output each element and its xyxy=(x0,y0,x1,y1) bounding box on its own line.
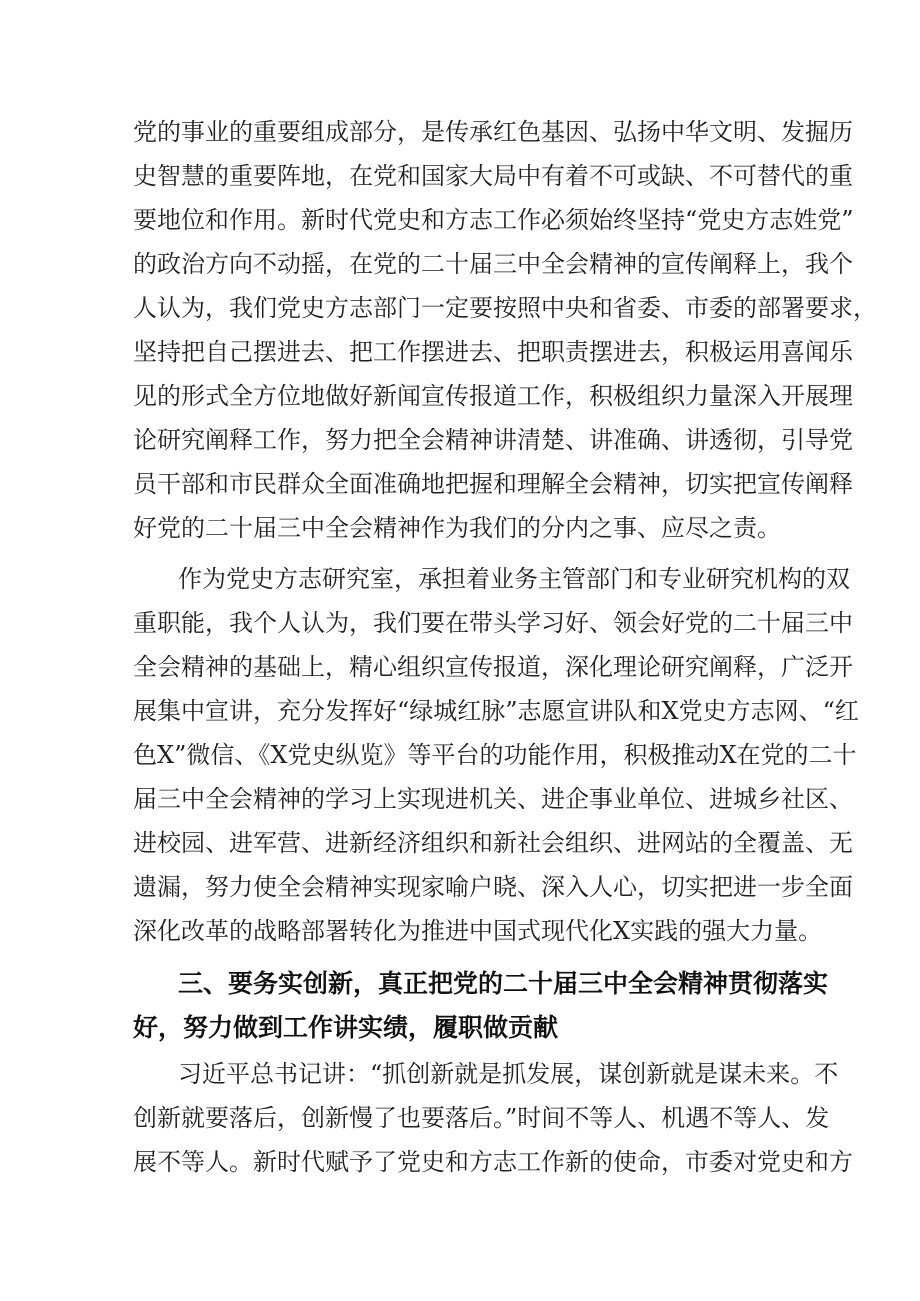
text-line: 员干部和市民群众全面准确地把握和理解全会精神，切实把宣传阐释 xyxy=(133,470,853,498)
text-line: 展集中宣讲，充分发挥好“绿城红脉”志愿宣讲队和X党史方志网、“红 xyxy=(133,697,859,725)
text-line: 深化改革的战略部署转化为推进中国式现代化X实践的强大力量。 xyxy=(133,917,823,945)
text-line: 党的事业的重要组成部分，是传承红色基因、弘扬中华文明、发掘历 xyxy=(133,118,853,146)
text-line: 要地位和作用。新时代党史和方志工作必须始终坚持“党史方志姓党” xyxy=(133,206,854,234)
text-line: 创新就要落后，创新慢了也要落后。”时间不等人、机遇不等人、发 xyxy=(133,1104,830,1132)
text-line: 见的形式全方位地做好新闻宣传报道工作，积极组织力量深入开展理 xyxy=(133,382,853,410)
text-line: 坚持把自己摆进去、把工作摆进去、把职责摆进去，积极运用喜闻乐 xyxy=(133,338,853,366)
text-line: 全会精神的基础上，精心组织宣传报道，深化理论研究阐释，广泛开 xyxy=(133,653,853,681)
heading-line: 好，努力做到工作讲实绩，履职做贡献 xyxy=(133,1013,559,1042)
text-line: 作为党史方志研究室，承担着业务主管部门和专业研究机构的双 xyxy=(178,565,850,593)
heading-line: 三、要务实创新，真正把党的二十届三中全会精神贯彻落实 xyxy=(178,969,829,998)
text-line: 色X”微信、《X党史纵览》等平台的功能作用，积极推动X在党的二十 xyxy=(133,741,857,769)
text-line: 展不等人。新时代赋予了党史和方志工作新的使命，市委对党史和方 xyxy=(133,1148,853,1176)
text-line: 进校园、进军营、进新经济组织和新社会组织、进网站的全覆盖、无 xyxy=(133,829,853,857)
text-line: 重职能，我个人认为，我们要在带头学习好、领会好党的二十届三中 xyxy=(133,609,853,637)
text-line: 的政治方向不动摇，在党的二十届三中全会精神的宣传阐释上，我个 xyxy=(133,250,853,278)
text-line: 习近平总书记讲：“抓创新就是抓发展，谋创新就是谋未来。不 xyxy=(178,1060,839,1088)
text-line: 史智慧的重要阵地，在党和国家大局中有着不可或缺、不可替代的重 xyxy=(133,162,853,190)
text-line: 人认为，我们党史方志部门一定要按照中央和省委、市委的部署要求， xyxy=(133,294,877,322)
text-line: 遗漏，努力使全会精神实现家喻户晓、深入人心，切实把进一步全面 xyxy=(133,873,853,901)
text-line: 届三中全会精神的学习上实现进机关、进企事业单位、进城乡社区、 xyxy=(133,785,853,813)
text-line: 论研究阐释工作，努力把全会精神讲清楚、讲准确、讲透彻，引导党 xyxy=(133,426,853,454)
text-line: 好党的二十届三中全会精神作为我们的分内之事、应尽之责。 xyxy=(133,514,781,542)
